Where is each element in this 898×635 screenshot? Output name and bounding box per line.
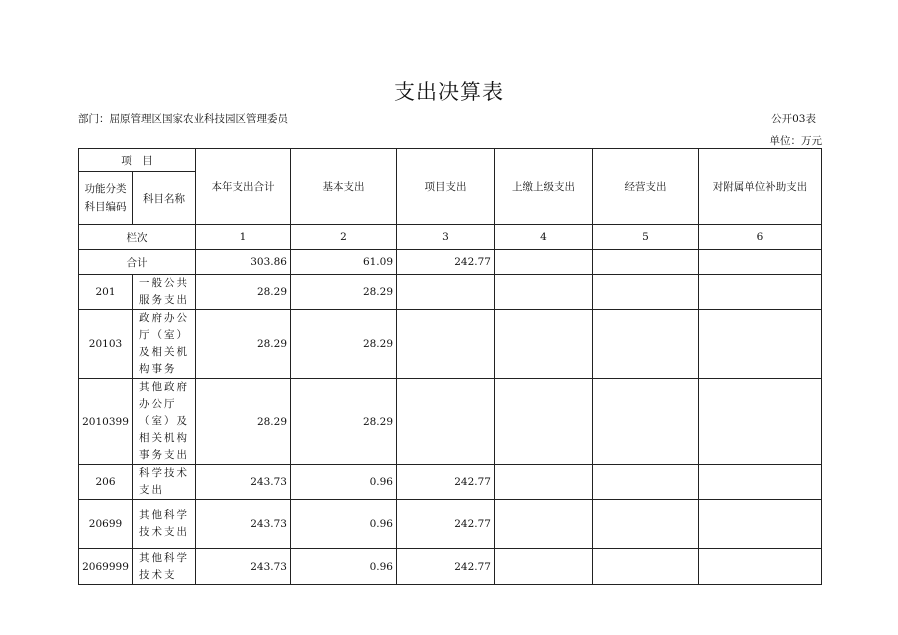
row-value — [397, 379, 495, 465]
row-value — [699, 549, 822, 585]
row-value: 0.96 — [291, 500, 397, 549]
row-value — [699, 310, 822, 379]
header-col-4: 上缴上级支出 — [495, 149, 593, 225]
row-value — [397, 275, 495, 310]
row-value — [593, 379, 699, 465]
header-col-5: 经营支出 — [593, 149, 699, 225]
header-col-1: 本年支出合计 — [196, 149, 291, 225]
row-code: 2010399 — [79, 379, 133, 465]
row-value — [593, 549, 699, 585]
row-value: 28.29 — [196, 310, 291, 379]
row-value: 243.73 — [196, 549, 291, 585]
col-index-3: 3 — [397, 225, 495, 250]
row-value: 0.96 — [291, 549, 397, 585]
col-index-1: 1 — [196, 225, 291, 250]
department-label: 部门：屈原管理区国家农业科技园区管理委员 — [78, 113, 288, 125]
row-value — [397, 310, 495, 379]
col-index-2: 2 — [291, 225, 397, 250]
row-code: 20699 — [79, 500, 133, 549]
table-row — [79, 310, 822, 379]
table-row — [79, 549, 822, 585]
row-value — [495, 310, 593, 379]
row-code: 2069999 — [79, 549, 133, 585]
header-col-2: 基本支出 — [291, 149, 397, 225]
row-value: 28.29 — [196, 275, 291, 310]
row-value: 28.29 — [291, 379, 397, 465]
form-number: 公开03表 — [771, 113, 816, 125]
total-value — [593, 250, 699, 275]
page-title: 支出决算表 — [394, 80, 504, 104]
total-value: 61.09 — [291, 250, 397, 275]
table-row — [79, 379, 822, 465]
col-index-6: 6 — [699, 225, 822, 250]
row-value — [699, 465, 822, 500]
row-subject-name: 其他科学技术支出 — [133, 500, 196, 549]
col-index-label: 栏次 — [79, 225, 196, 250]
row-value — [699, 275, 822, 310]
row-code: 20103 — [79, 310, 133, 379]
header-func-code: 功能分类科目编码 — [79, 172, 133, 225]
row-value — [593, 275, 699, 310]
row-subject-name: 科学技术支出 — [133, 465, 196, 500]
total-value: 242.77 — [397, 250, 495, 275]
row-value: 243.73 — [196, 500, 291, 549]
row-value: 242.77 — [397, 549, 495, 585]
row-value — [593, 465, 699, 500]
row-value: 28.29 — [291, 310, 397, 379]
row-value — [495, 500, 593, 549]
table-row — [79, 465, 822, 500]
row-value — [495, 465, 593, 500]
row-value — [593, 500, 699, 549]
row-subject-name: 其他科学技术支 — [133, 549, 196, 585]
row-subject-name: 其他政府办公厅（室）及相关机构事务支出 — [133, 379, 196, 465]
row-value: 0.96 — [291, 465, 397, 500]
row-value: 28.29 — [196, 379, 291, 465]
table-row — [79, 500, 822, 549]
row-code: 201 — [79, 275, 133, 310]
row-value: 242.77 — [397, 500, 495, 549]
total-value — [699, 250, 822, 275]
col-index-5: 5 — [593, 225, 699, 250]
row-code: 206 — [79, 465, 133, 500]
row-value: 28.29 — [291, 275, 397, 310]
row-value — [593, 310, 699, 379]
total-value: 303.86 — [196, 250, 291, 275]
col-index-4: 4 — [495, 225, 593, 250]
header-col-6: 对附属单位补助支出 — [699, 149, 822, 225]
row-value: 242.77 — [397, 465, 495, 500]
header-subject-name: 科目名称 — [133, 172, 196, 225]
row-value: 243.73 — [196, 465, 291, 500]
header-col-3: 项目支出 — [397, 149, 495, 225]
row-value — [495, 549, 593, 585]
total-label: 合计 — [79, 250, 196, 275]
row-value — [495, 275, 593, 310]
table-row — [79, 275, 822, 310]
expenditure-table — [78, 148, 822, 585]
row-value — [699, 500, 822, 549]
row-value — [699, 379, 822, 465]
total-value — [495, 250, 593, 275]
header-item: 项 目 — [79, 149, 196, 172]
row-value — [495, 379, 593, 465]
row-subject-name: 政府办公厅（室）及相关机构事务 — [133, 310, 196, 379]
row-subject-name: 一般公共服务支出 — [133, 275, 196, 310]
unit-label: 单位：万元 — [769, 135, 822, 147]
